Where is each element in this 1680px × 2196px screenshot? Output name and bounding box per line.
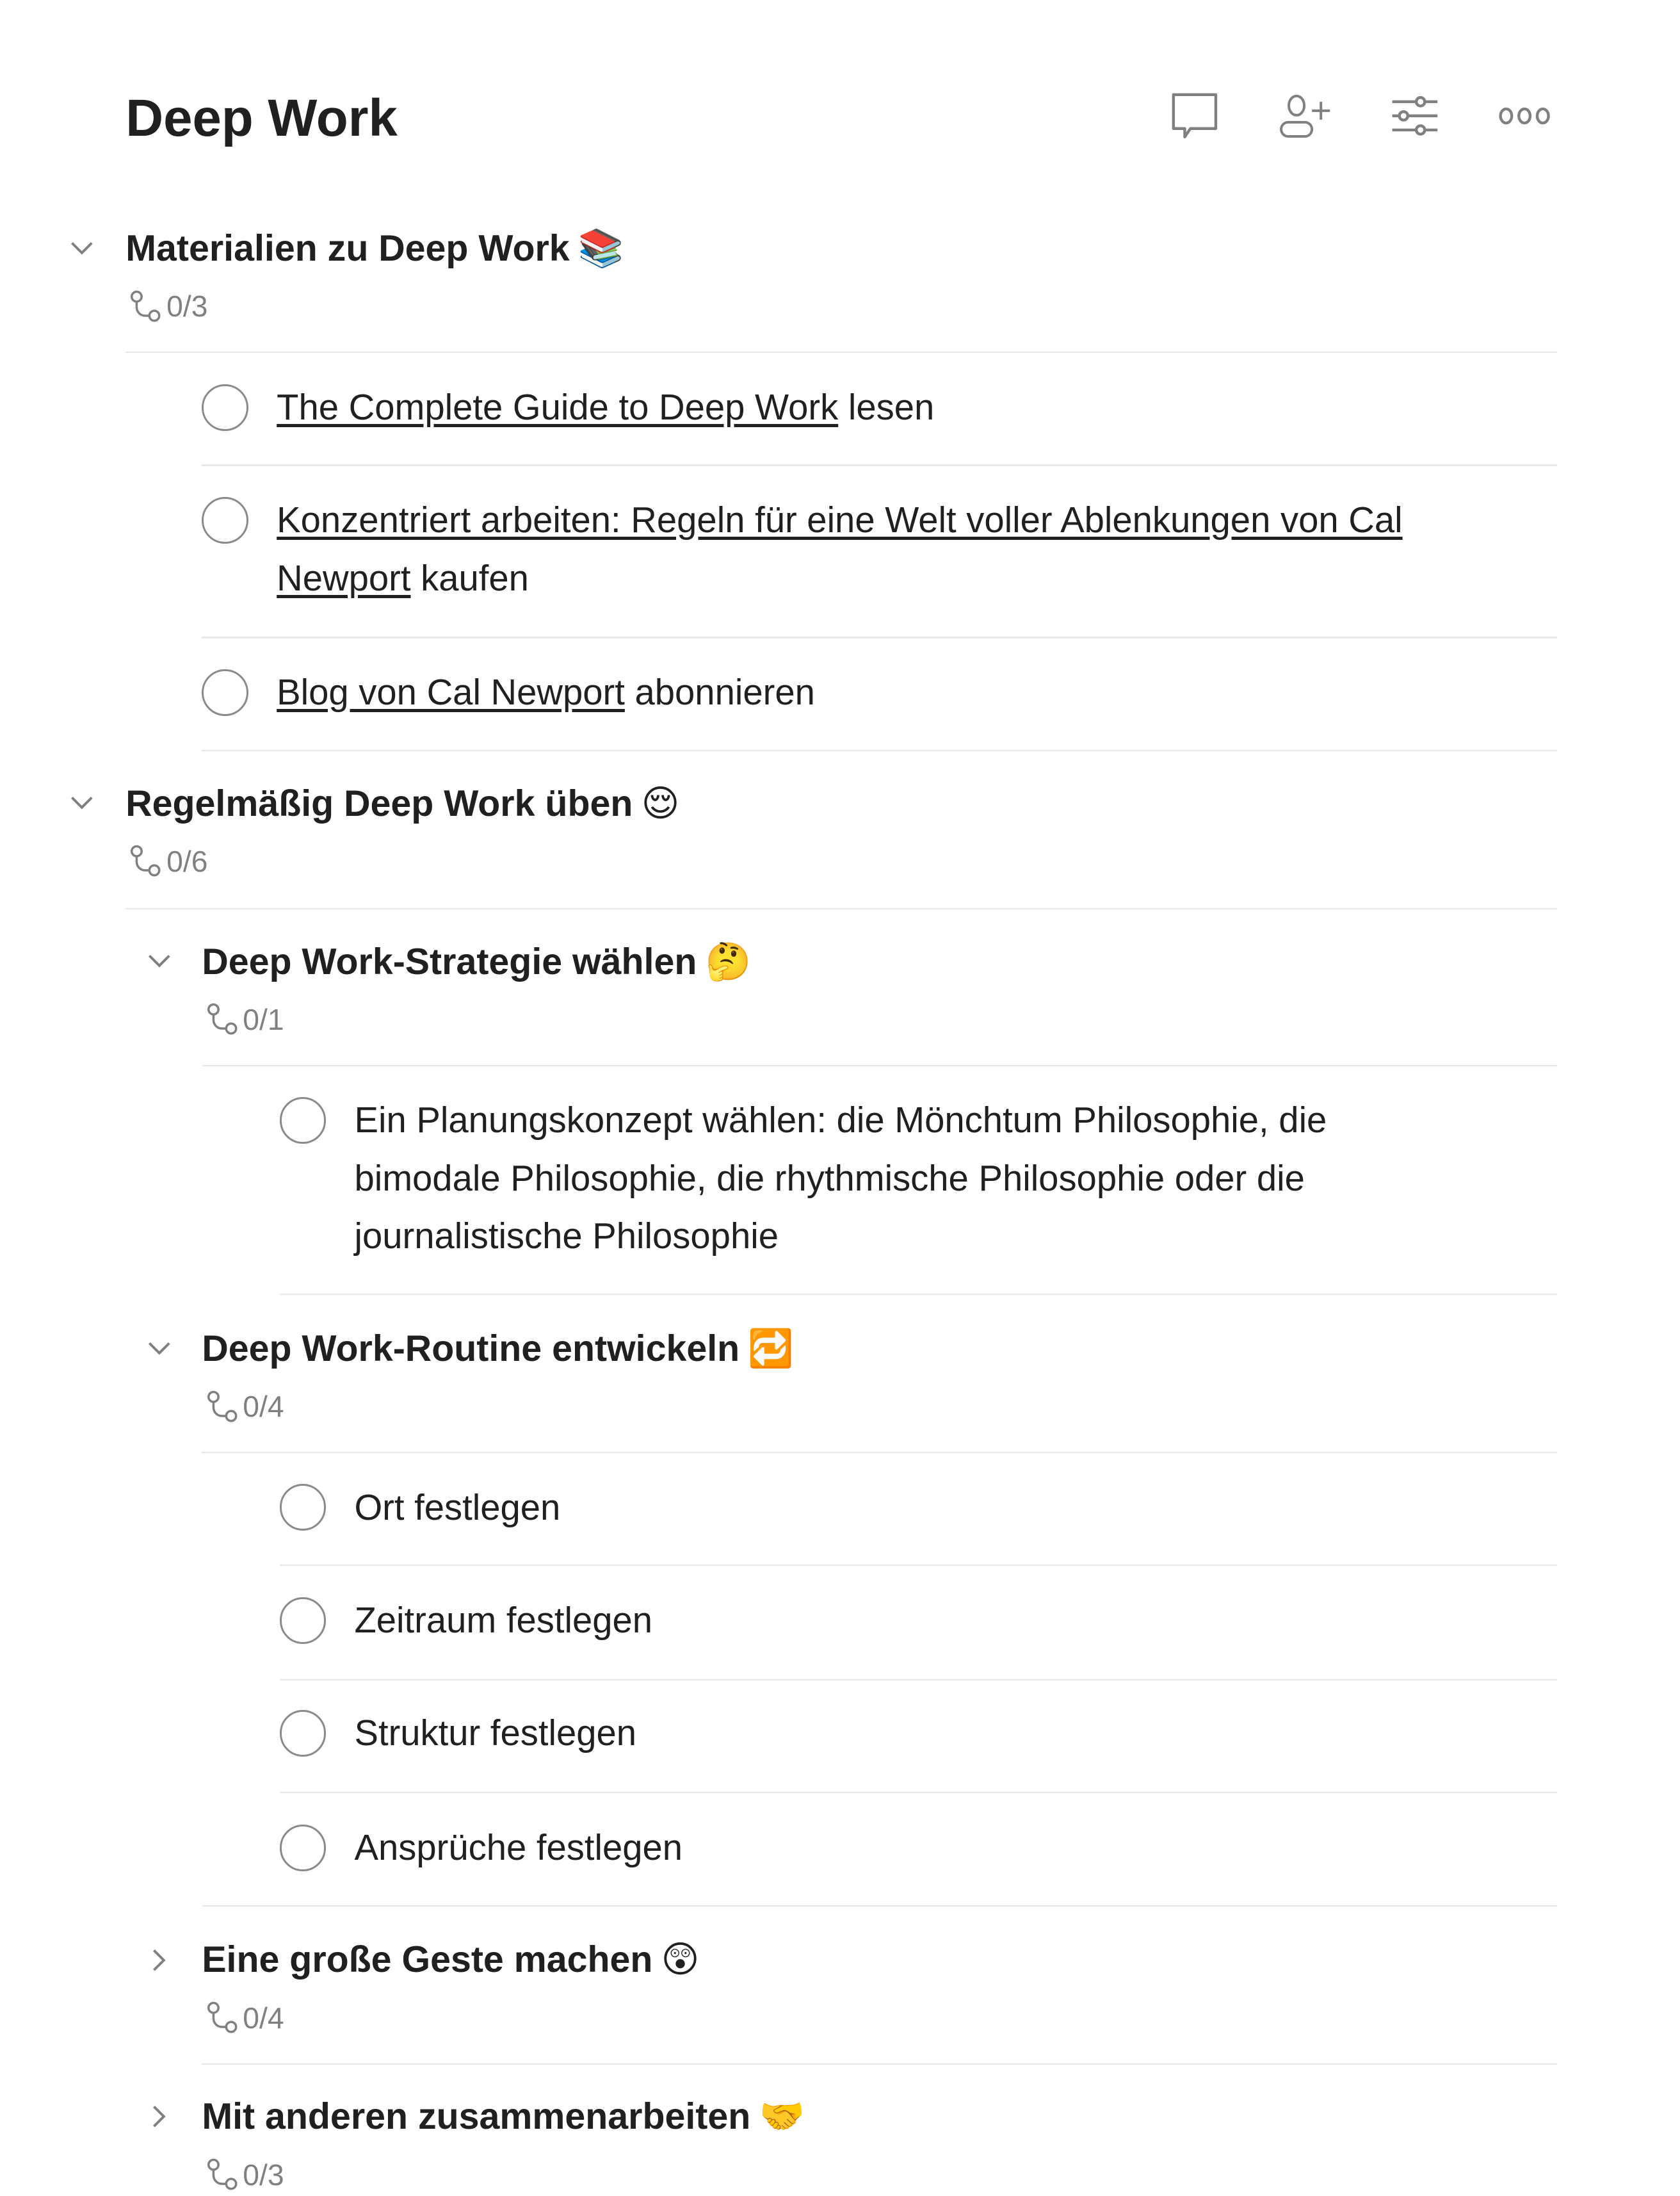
task-content[interactable] — [277, 491, 1468, 607]
subtask-count-value: 0/6 — [166, 844, 208, 878]
chevron-right-icon — [151, 1948, 168, 1973]
chevron-down-icon — [69, 795, 95, 811]
subtask-icon — [204, 1388, 240, 1425]
task-checkbox[interactable] — [202, 384, 248, 431]
subtask-count-value: 0/4 — [243, 2001, 284, 2035]
astonished-face-emoji-icon: 😲 — [661, 1939, 700, 1981]
section-header[interactable] — [125, 776, 679, 832]
parent-task[interactable] — [202, 1932, 699, 1988]
comment-icon — [1168, 89, 1222, 143]
subtask-count-value: 0/3 — [166, 289, 208, 323]
subtask-icon — [127, 843, 163, 879]
subtask-count-value: 0/4 — [243, 1390, 284, 1424]
divider — [202, 750, 1557, 751]
task-text: abonnieren — [624, 672, 815, 713]
divider — [202, 1905, 1557, 1907]
divider — [125, 352, 1557, 353]
view-settings-icon — [1388, 89, 1442, 143]
task-content[interactable]: Ein Planungskonzept wählen: die Mönchtum Philosophie, die bimodale Philosophie, die rhythmische Philosophie oder die journalistische Philosophie — [354, 1100, 1327, 1257]
task-checkbox[interactable] — [280, 1825, 327, 1871]
section-title: Regelmäßig Deep Work üben — [125, 783, 633, 824]
divider — [202, 1452, 1557, 1453]
subtask-count — [204, 2154, 284, 2196]
relieved-face-emoji-icon: 😌 — [641, 783, 680, 824]
divider — [202, 637, 1557, 638]
subtask-count — [204, 1385, 284, 1427]
comment-button[interactable] — [1166, 88, 1222, 144]
expand-task-toggle[interactable] — [145, 1946, 174, 1974]
task-content[interactable] — [277, 378, 1482, 436]
subtask-count — [204, 998, 284, 1041]
task-content[interactable] — [277, 663, 1482, 721]
task-checkbox[interactable] — [280, 1484, 327, 1531]
collapse-section-toggle[interactable] — [68, 234, 96, 263]
task-checkbox[interactable] — [280, 1097, 327, 1144]
task-link[interactable]: The Complete Guide to Deep Work — [277, 386, 839, 427]
expand-task-toggle[interactable] — [145, 2102, 174, 2131]
subtask-icon — [204, 2156, 240, 2193]
parent-task-title: Eine große Geste machen — [202, 1939, 653, 1981]
parent-task[interactable] — [202, 2088, 805, 2145]
divider — [280, 1679, 1558, 1680]
divider — [125, 908, 1557, 909]
thinking-face-emoji-icon: 🤔 — [705, 941, 751, 982]
subtask-count — [127, 285, 207, 327]
repeat-emoji-icon: 🔁 — [748, 1328, 794, 1369]
page-title: Deep Work — [125, 89, 398, 148]
task-link[interactable]: Konzentriert arbeiten: Regeln für eine Welt voller Ablenkungen von Cal Newport — [277, 500, 1403, 598]
divider — [202, 464, 1557, 466]
collapse-task-toggle[interactable] — [145, 1335, 174, 1363]
chevron-down-icon — [147, 953, 172, 970]
parent-task[interactable] — [202, 934, 751, 990]
more-icon — [1496, 102, 1553, 130]
task-content[interactable]: Ort festlegen — [354, 1486, 561, 1527]
subtask-count-value: 0/1 — [243, 1002, 284, 1036]
subtask-icon — [204, 1999, 240, 2036]
divider — [280, 1792, 1558, 1793]
collapse-task-toggle[interactable] — [145, 948, 174, 976]
add-person-icon — [1276, 89, 1332, 143]
subtask-icon — [127, 288, 163, 325]
chevron-down-icon — [147, 1340, 172, 1357]
parent-task-title: Deep Work-Strategie wählen — [202, 941, 697, 982]
subtask-icon — [204, 1001, 240, 1037]
section-title: Materialien zu Deep Work — [125, 227, 570, 269]
task-checkbox[interactable] — [280, 1710, 327, 1757]
task-content[interactable]: Struktur festlegen — [354, 1712, 637, 1753]
divider — [280, 1294, 1558, 1295]
task-content[interactable]: Zeitraum festlegen — [354, 1600, 653, 1641]
chevron-right-icon — [151, 2104, 168, 2129]
parent-task-title: Mit anderen zusammenarbeiten — [202, 2096, 751, 2138]
task-link[interactable]: Blog von Cal Newport — [277, 672, 625, 713]
books-emoji-icon: 📚 — [578, 227, 624, 269]
subtask-count — [127, 840, 207, 882]
share-button[interactable] — [1276, 88, 1332, 144]
collapse-section-toggle[interactable] — [68, 790, 96, 818]
divider — [202, 1065, 1557, 1066]
chevron-down-icon — [69, 240, 95, 257]
task-checkbox[interactable] — [280, 1597, 327, 1644]
subtask-count — [204, 1997, 284, 2039]
more-button[interactable] — [1496, 88, 1553, 144]
section-header[interactable] — [125, 220, 624, 277]
task-checkbox[interactable] — [202, 497, 248, 544]
task-content[interactable]: Ansprüche festlegen — [354, 1827, 683, 1868]
handshake-emoji-icon: 🤝 — [759, 2096, 805, 2138]
divider — [202, 2063, 1557, 2065]
task-text: lesen — [838, 386, 935, 427]
parent-task[interactable] — [202, 1321, 794, 1377]
parent-task-title: Deep Work-Routine entwickeln — [202, 1328, 740, 1369]
subtask-count-value: 0/3 — [243, 2158, 284, 2192]
view-options-button[interactable] — [1386, 88, 1442, 144]
task-text: kaufen — [410, 557, 529, 598]
task-checkbox[interactable] — [202, 669, 248, 716]
divider — [280, 1565, 1558, 1566]
